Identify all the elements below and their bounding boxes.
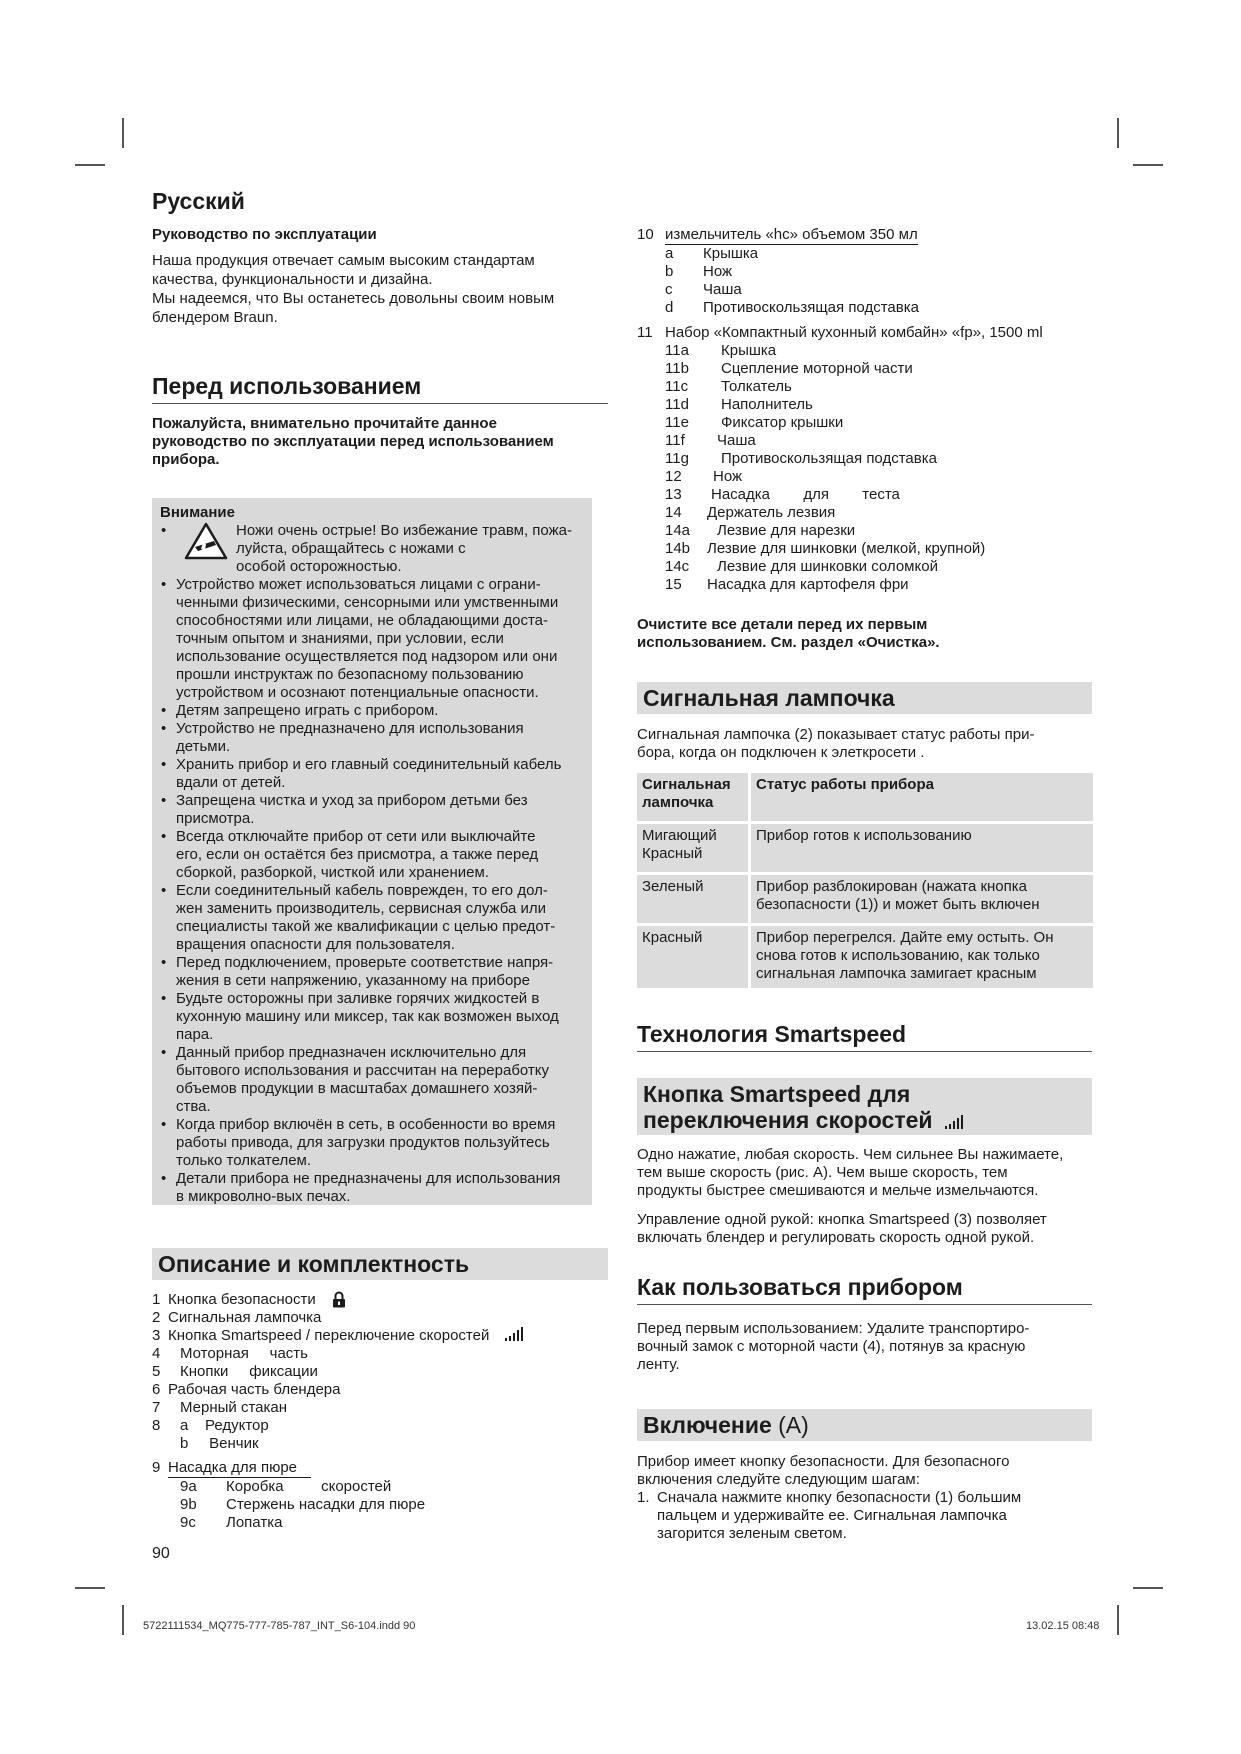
item-number: d [665,299,674,316]
table-cell [751,875,1093,926]
caution-line: • Если соединительный кабель поврежден, то его дол- [176,882,548,899]
caution-item [160,990,584,1044]
caution-list [160,522,584,1206]
item-text: Чаша [717,432,756,449]
notice-line: Очистите все детали перед их первым [637,616,928,633]
text-line: ленту. [637,1356,680,1373]
item-text: Нож [703,263,733,280]
parts-list-continued [637,226,1092,594]
item-text: Нож [713,468,743,485]
text-line: Прибор имеет кнопку безопасности. Для безопасного [637,1453,1010,1470]
cell-line: лампочка [642,794,714,811]
item-text: Кнопка Smartspeed / переключение скоростей [168,1327,490,1344]
lock-icon [332,1291,346,1308]
list-item [637,396,1092,414]
item-text: Наполнитель [721,396,813,413]
heading-text: Включение [643,1412,772,1438]
crop-mark [122,118,124,148]
crop-mark [1133,1587,1163,1589]
list-item [637,324,1092,342]
caution-line: работы привода, для загрузки продуктов пользуйтесь [176,1134,550,1151]
item-number: 2 [152,1309,161,1326]
item-number: 9c [180,1514,196,1531]
item-number: 9 [152,1459,161,1476]
list-item [637,245,1092,263]
caution-line: • Устройство может использоваться лицами с ограни- [176,576,541,593]
crop-mark [122,1605,124,1635]
text-line: Перед первым использованием: Удалите транспортиро- [637,1320,1030,1337]
table-header-cell [637,773,751,824]
cell-line: Прибор перегрелся. Дайте ему остыть. Он [756,929,1054,946]
caution-line: использование осуществляется под надзором или они [176,648,558,665]
text-line: бора, когда он подключен к элеткросети . [637,744,925,761]
step-item [637,1489,1092,1543]
clean-notice [637,616,1092,652]
item-text: Лезвие для нарезки [717,522,856,539]
list-item [152,1327,608,1345]
list-item [152,1345,608,1363]
list-item [637,558,1092,576]
item-text: Держатель лезвия [707,504,836,521]
list-item [152,1291,608,1309]
caution-item [160,954,584,990]
caution-item [160,756,584,792]
caution-line: способностями или лицами, не обладающими доста- [176,612,549,629]
text-line: загорится зеленым светом. [657,1525,847,1542]
list-item [152,1496,608,1514]
caution-line: • Устройство не предназначено для использования [176,720,524,737]
description-heading: Описание и комплектность [152,1248,608,1280]
crop-mark [75,164,105,166]
caution-line: в микроволно-вых печах. [176,1188,351,1205]
list-item [637,360,1092,378]
item-text: Лезвие для шинковки (мелкой, крупной) [707,540,986,557]
item-number: 15 [665,576,682,593]
item-number [152,1435,180,1453]
caution-line: присмотра. [176,810,255,827]
text-line: Одно нажатие, любая скорость. Чем сильнее Вы нажимаете, [637,1146,1064,1163]
cell-line: Красный [642,845,703,862]
smartspeed-tech-heading: Технология Smartspeed [637,1021,1092,1052]
item-number: 11f [665,432,685,449]
caution-item [160,882,584,954]
caution-line: • Хранить прибор и его главный соединительный кабель [176,756,562,773]
item-text: измельчитель «hc» объемом 350 мл [665,226,918,243]
item-text: Противоскользящая подставка [721,450,937,467]
caution-item [160,1170,584,1206]
list-item [152,1363,608,1381]
list-item [637,378,1092,396]
list-item [152,1478,608,1496]
text-line: включения следуйте следующим шагам: [637,1471,920,1488]
parts-list [152,1291,608,1532]
item-number: 7 [152,1399,161,1416]
smartspeed-text [637,1146,1092,1247]
caution-line: пара. [176,1026,214,1043]
manual-title: Руководство по эксплуатации [152,226,377,243]
item-number: 9b [180,1496,197,1513]
list-item [152,1381,608,1399]
caution-line: устройством и осознают потенциальные опасности. [176,684,539,701]
item-number: 1 [152,1291,161,1308]
item-number: 14c [665,558,690,575]
list-item [637,226,1092,245]
table-header-row [637,773,1093,824]
table-cell [637,875,751,926]
list-item [637,576,1092,594]
cell-line: Прибор разблокирован (нажата кнопка [756,878,1027,895]
cell-line: Статус работы прибора [756,776,934,793]
text-line: Управление одной рукой: кнопка Smartspeed (3) позволяет [637,1211,1047,1228]
item-text: Коробка скоростей [226,1478,392,1495]
item-number: 5 [152,1363,161,1380]
cell-line: Прибор готов к использованию [756,827,972,844]
caution-box [152,498,592,1205]
item-number: a [665,245,674,262]
caution-line: его, если он остаётся без присмотра, а также перед [176,846,539,863]
caution-line: жения в сети напряжению, указанному на приборе [176,972,530,989]
item-text: Сигнальная лампочка [168,1309,322,1326]
item-text: Рабочая часть блендера [168,1381,341,1398]
caution-line: детьми. [176,738,231,755]
table-cell [637,824,751,875]
list-item [637,414,1092,432]
caution-line: ства. [176,1098,211,1115]
howto-text [637,1320,1092,1374]
caution-line: прошли инструктаж по безопасному пользованию [176,666,524,683]
caution-item [160,702,584,720]
intro-line: блендером Braun. [152,309,278,326]
caution-line: специалисты такой же квалификации с целью предот- [176,918,556,935]
caution-line: • Запрещена чистка и уход за прибором детьми без [176,792,528,809]
before-use-heading: Перед использованием [152,373,608,404]
caution-item [160,792,584,828]
footer-stamp: 13.02.15 08:48 [1026,1620,1100,1632]
list-item [637,432,1092,450]
crop-mark [1133,164,1163,166]
step-number: 1. [637,1489,650,1506]
caution-line: только толкателем. [176,1152,312,1169]
caution-line: • Детали прибора не предназначены для использования [176,1170,561,1187]
item-text: Крышка [703,245,759,262]
notice-line: использованием. См. раздел «Очистка». [637,634,940,651]
list-item [152,1435,608,1453]
caution-line: объемов продукции в масштабах домашнего хозяй- [176,1080,538,1097]
item-text: Насадка для пюре [168,1459,311,1478]
item-number: 11b [665,360,689,377]
item-number: 8 [152,1417,161,1434]
cell-line: Красный [642,929,703,946]
caution-line: • Будьте осторожны при заливке горячих жидкостей в [176,990,540,1007]
caution-item-knife [160,522,584,576]
speed-bars-icon [505,1327,525,1341]
cell-line: сигнальная лампочка замигает красным [756,965,1037,982]
caution-line: точным опытом и знаниями, при условии, если [176,630,504,647]
item-text: Крышка [721,342,777,359]
list-item [637,281,1092,299]
switch-on-text [637,1453,1092,1543]
caution-item [160,1116,584,1170]
item-text: Насадка для теста [711,486,900,503]
list-item [637,486,1092,504]
caution-line: жен заменить производитель, сервисная служба или [176,900,547,917]
crop-mark [1117,1605,1119,1635]
item-text: Противоскользящая подставка [703,299,919,316]
intro-line: Мы надеемся, что Вы останетесь довольны своим новым [152,290,555,307]
list-item [152,1309,608,1327]
list-item [637,468,1092,486]
item-text: Кнопки фиксации [180,1363,318,1380]
caution-item [160,576,584,702]
item-text: b Венчик [180,1435,259,1452]
item-number: 11d [665,396,689,413]
item-text: Лопатка [226,1514,283,1531]
item-number: 13 [665,486,682,503]
item-text: Сцепление моторной части [721,360,913,377]
list-item [637,450,1092,468]
caution-title: Внимание [160,504,235,521]
signal-text [637,726,1092,762]
table-row [637,926,1093,991]
caution-line: особой осторожностью. [236,558,402,575]
caution-line: • Данный прибор предназначен исключительно для [176,1044,527,1061]
item-number: 11a [665,342,689,359]
caution-line: • Когда прибор включён в сеть, в особенности во время [176,1116,556,1133]
knife-warning-icon [184,522,228,560]
list-item [637,299,1092,317]
item-number: 14 [665,504,682,521]
item-number: 14a [665,522,691,539]
item-text: Толкатель [721,378,792,395]
heading-line: переключения скоростей [643,1107,933,1133]
caution-line: кухонную машину или миксер, так как возможен выход [176,1008,559,1025]
list-item [152,1459,608,1478]
caution-line: • Всегда отключайте прибор от сети или выключайте [176,828,536,845]
item-text: Насадка для картофеля фри [707,576,909,593]
caution-item [160,720,584,756]
list-item [152,1399,608,1417]
item-number: 11e [665,414,689,431]
item-number: 12 [665,468,682,485]
cell-line: Зеленый [642,878,704,895]
item-number: 14b [665,540,691,557]
caution-line: бытового использования и рассчитан на переработку [176,1062,550,1079]
howto-heading: Как пользоваться прибором [637,1274,1092,1305]
before-use-notice [152,415,608,469]
notice-line: прибора. [152,451,220,468]
notice-line: руководство по эксплуатации перед использованием [152,433,554,450]
switch-on-heading [637,1409,1092,1441]
text-line: продукты быстрее смешиваются и мельче измельчаются. [637,1182,1039,1199]
signal-table [637,773,1093,991]
item-text: Лезвие для шинковки соломкой [717,558,938,575]
cell-line: Сигнальная [642,776,731,793]
footer-file: 5722111534_MQ775-777-785-787_INT_S6-104.indd 90 [143,1620,416,1632]
item-number: 6 [152,1381,161,1398]
list-item [637,342,1092,360]
caution-line: • Детям запрещено играть с прибором. [176,702,439,719]
caution-item [160,828,584,882]
caution-line: вдали от детей. [176,774,286,791]
text-line: включать блендер и регулировать скорость одной рукой. [637,1229,1035,1246]
crop-mark [75,1587,105,1589]
item-text: Кнопка безопасности [168,1291,316,1308]
text-line: пальцем и удерживайте ее. Сигнальная лампочка [657,1507,1007,1524]
list-item [152,1417,608,1435]
list-item [637,540,1092,558]
intro-text [152,251,608,327]
table-row [637,875,1093,926]
item-text: Мерный стакан [180,1399,288,1416]
list-item [637,522,1092,540]
table-row [637,824,1093,875]
table-header-cell [751,773,1093,824]
crop-mark [1117,118,1119,148]
text-line: Сигнальная лампочка (2) показывает статус работы при- [637,726,1035,743]
list-item [637,263,1092,281]
text-line: Сначала нажмите кнопку безопасности (1) большим [657,1489,1022,1506]
item-number: 4 [152,1345,161,1362]
text-line: вочный замок с моторной части (4), потянув за красную [637,1338,1026,1355]
item-number: 9a [180,1478,197,1495]
item-number: b [665,263,674,280]
heading-suffix: (A) [778,1412,809,1438]
item-text: Фиксатор крышки [721,414,844,431]
table-cell [751,926,1093,991]
notice-line: Пожалуйста, внимательно прочитайте данное [152,415,497,432]
cell-line: снова готов к использованию, как только [756,947,1040,964]
cell-line: безопасности (1)) и может быть включен [756,896,1040,913]
smartspeed-heading [637,1078,1092,1135]
item-number: 10 [637,226,654,243]
caution-line: • Перед подключением, проверьте соответствие напря- [176,954,554,971]
text-line: тем выше скорость (рис. A). Чем выше скорость, тем [637,1164,1008,1181]
intro-line: качества, функциональности и дизайна. [152,271,433,288]
item-text: Стержень насадки для пюре [226,1496,426,1513]
cell-line: Мигающий [642,827,717,844]
item-text: Чаша [703,281,742,298]
list-item [152,1514,608,1532]
speed-bars-icon [945,1115,965,1129]
item-text: a Редуктор [180,1417,269,1434]
language-title: Русский [152,188,245,214]
signal-heading: Сигнальная лампочка [637,682,1092,714]
caution-line: вращения опасности для пользователя. [176,936,455,953]
item-text: Моторная часть [180,1345,308,1362]
item-number: 11c [665,378,689,395]
caution-item [160,1044,584,1116]
item-number: 11g [665,450,689,467]
item-number: 11 [637,324,653,341]
heading-line: Кнопка Smartspeed для [643,1081,911,1107]
table-cell [751,824,1093,875]
caution-line: ченными физическими, сенсорными или умственными [176,594,559,611]
item-number: 3 [152,1327,161,1344]
intro-line: Наша продукция отвечает самым высоким стандартам [152,252,535,269]
caution-line: луйста, обращайтесь с ножами с [236,540,466,557]
caution-line: сборкой, разборкой, чисткой или хранением. [176,864,490,881]
caution-line: • Ножи очень острые! Во избежание травм, пожа- [236,522,572,539]
page-number: 90 [152,1545,170,1562]
table-cell [637,926,751,991]
item-text: Набор «Компактный кухонный комбайн» «fp», 1500 ml [665,324,1043,341]
item-number: c [665,281,673,298]
list-item [637,504,1092,522]
